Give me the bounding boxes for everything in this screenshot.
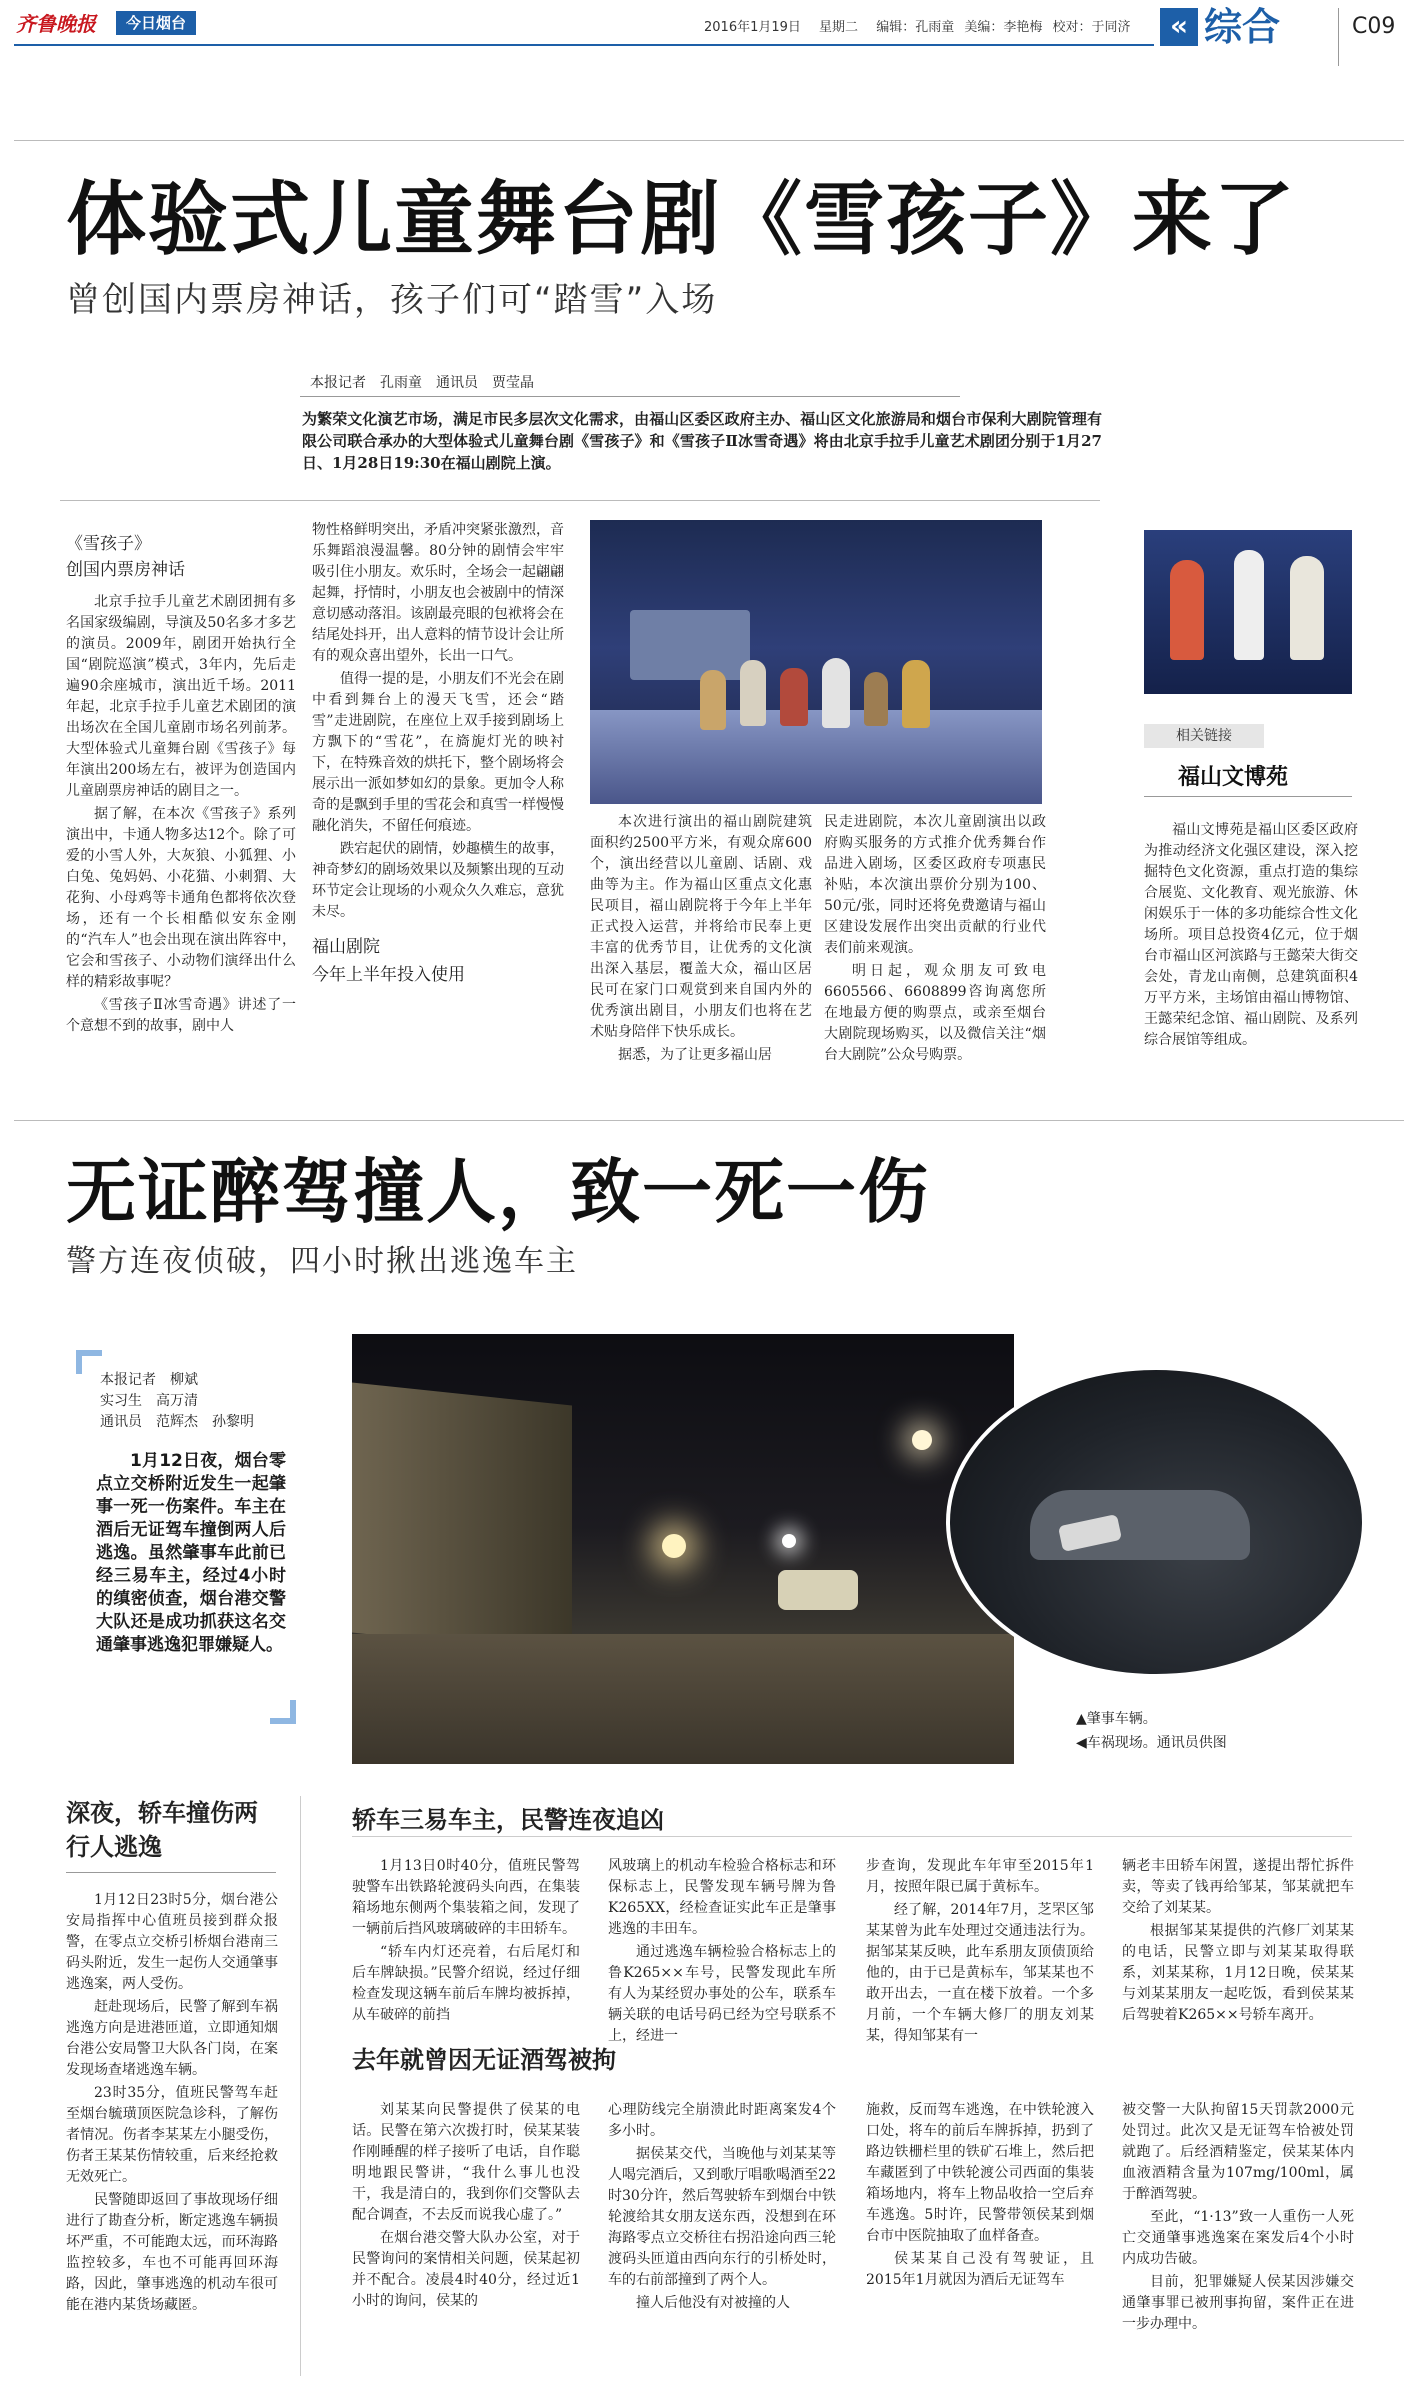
header-divider: [1338, 8, 1339, 66]
story2-sec2-col4: [1122, 1856, 1354, 2056]
paragraph: 物性格鲜明突出，矛盾冲突紧张激烈，音乐舞蹈浪漫温馨。80分钟的剧情会牢牢吸引住小朋友。欢乐时，全场会一起翩翩起舞，抒情时，小朋友也会被剧中的情深意切感动落泪。该剧最亮眼的包袱将会在结尾处抖开，出人意料的情节设计会让所有的观众喜出望外，长出一口气。: [312, 522, 564, 664]
lead-rule: [60, 500, 1100, 501]
costume-character: [700, 670, 726, 730]
costume-characters-photo: [1144, 530, 1352, 694]
story2-sec3-col3: [866, 2100, 1094, 2376]
paragraph: 根据邹某某提供的汽修厂刘某某的电话，民警立即与刘某某取得联系，刘某某称，1月12日晚，侯某某与刘某某朋友一起吃饭，看到侯某某后驾驶着K265××号轿车离开。: [1122, 1923, 1354, 2023]
paragraph: 民走进剧院，本次儿童剧演出以政府购买服务的方式推介优秀舞台作品进入剧场，区委区政府专项惠民补贴，本次演出票价分别为100、50元/张，同时还将免费邀请与福山区建设发展作出突出贡献的行业代表们前来观演。: [824, 814, 1046, 956]
paragraph: 辆老丰田轿车闲置，遂提出帮忙拆件卖，等卖了钱再给邹某，邹某就把车交给了刘某某。: [1122, 1858, 1354, 1916]
paragraph: 据侯某交代，当晚他与刘某某等人喝完酒后，又到歌厅唱歌喝酒至22时30分许，然后驾驶轿车到烟台中铁轮渡给其女朋友送东西，没想到在环海路零点立交桥往右拐沿途向西三轮渡码头匝道由西向东行的引桥处时，车的右前部撞到了两个人。: [608, 2146, 836, 2288]
paragraph: 通过逃逸车辆检验合格标志上的鲁K265××车号，民警发现此车所有人为某经贸办事处的公车，联系车辆关联的电话号码已经为空号联系不上，经进一: [608, 1944, 836, 2044]
paragraph: 风玻璃上的机动车检验合格标志和环保标志上，民警发现车辆号牌为鲁K265XX，经检查证实此车正是肇事逃逸的丰田车。: [608, 1858, 836, 1937]
page-number: C09: [1352, 14, 1396, 39]
photo-caption-car: ▲肇事车辆。: [1076, 1711, 1157, 1727]
top-rule: [14, 140, 1404, 141]
damaged-car-photo: [946, 1366, 1366, 1678]
costume-character: [1170, 560, 1204, 660]
story2-sec2-col1: [352, 1856, 580, 2032]
editor: 编辑：孔雨童: [876, 20, 955, 35]
category-label: 综合: [1204, 5, 1281, 49]
paragraph: 1月12日23时5分，烟台港公安局指挥中心值班员接到群众报警，在零点立交桥引桥烟台港南三码头附近，发生一起伤人交通肇事逃逸案，两人受伤。: [66, 1892, 278, 1992]
stage-performance-photo: [590, 520, 1042, 804]
story2-subhead: 警方连夜侦破，四小时揪出逃逸车主: [66, 1244, 578, 1279]
section-title-late-night: 深夜，轿车撞伤两行人逃逸: [66, 1799, 258, 1861]
story-divider: [14, 1120, 1404, 1121]
paragraph: 被交警一大队拘留15天罚款2000元处罚过。此次又是无证驾车恰被处罚就跑了。后经酒精鉴定，侯某某体内血液酒精含量为107mg/100ml，属于醉酒驾驶。: [1122, 2102, 1354, 2202]
crash-scene-photo: [352, 1334, 1014, 1764]
column-divider: [300, 1796, 301, 2376]
weekday: 星期二: [819, 20, 859, 35]
paragraph: 侯某某自己没有驾驶证，且2015年1月就因为酒后无证驾车: [866, 2251, 1094, 2288]
paragraph: 经了解，2014年7月，芝罘区邹某某曾为此车处理过交通违法行为。据邹某某反映，此车系朋友顶债顶给他的，由于已是黄标车，邹某某也不敢开出去，一直在楼下放着。一个多月前，一个车辆大修厂的朋友刘某某，得知邹某有一: [866, 1902, 1094, 2044]
story1-lead: 为繁荣文化演艺市场，满足市民多层次文化需求，由福山区委区政府主办、福山区文化旅游局和烟台市保利大剧院管理有限公司联合承办的大型体验式儿童舞台剧《雪孩子》和《雪孩子Ⅱ冰雪奇遇》将由北京手拉手儿童艺术剧团分别于1月27日、1月28日19:30在福山剧院上演。: [302, 410, 1102, 472]
masthead-logo: 齐鲁晚报: [16, 12, 96, 36]
subhead-snow-child: 《雪孩子》: [66, 534, 151, 554]
story1-column-2: [312, 520, 564, 1088]
subhead-box-office: 创国内票房神话: [66, 560, 185, 580]
paragraph: 1月13日0时40分，值班民警驾驶警车出铁路轮渡码头向西，在集装箱场地东侧两个集装箱之间，发现了一辆前后挡风玻璃破碎的丰田轿车。: [352, 1858, 580, 1937]
byline-line: 通讯员 范辉杰 孙黎明: [100, 1414, 254, 1430]
paragraph: 《雪孩子Ⅱ冰雪奇遇》讲述了一个意想不到的故事，剧中人: [66, 997, 296, 1034]
paragraph: 撞人后他没有对被撞的人: [636, 2295, 790, 2311]
story1-headline: 体验式儿童舞台剧《雪孩子》来了: [66, 173, 1296, 266]
paragraph: 本次进行演出的福山剧院建筑面积约2500平方米，有观众席600个，演出经营以儿童剧、话剧、戏曲等为主。作为福山区重点文化惠民项目，福山剧院将于今年上半年正式投入运营，并将给市民奉上更丰富的优秀节目，让优秀的文化演出深入基层，覆盖大众，福山区居民可在家门口观赏到来自国内外的优秀演出剧目，小朋友们也将在艺术贴身陪伴下快乐成长。: [590, 814, 812, 1040]
sidebar-body: 福山文博苑是福山区委区政府为推动经济文化强区建设，深入挖掘特色文化资源，重点打造的集综合展览、文化教育、观光旅游、休闲娱乐于一体的多功能综合性文化场所。项目总投资4亿元，位于烟台市福山区河滨路与王懿荣大街交会处，青龙山南侧，总建筑面积4万平方米，主场馆由福山博物馆、王懿荣纪念馆、福山剧院、及系列综合展馆等组成。: [1144, 822, 1358, 1048]
street-light: [912, 1430, 932, 1450]
paragraph: 在烟台港交警大队办公室，对于民警询问的案情相关问题，侯某起初并不配合。凌晨4时40分，经过近1小时的询问，侯某的: [352, 2230, 580, 2309]
story2-sec3-col1: [352, 2100, 580, 2376]
byline-rule: [300, 396, 960, 397]
byline-line: 本报记者 柳斌: [100, 1372, 198, 1388]
paragraph: 刘某某向民警提供了侯某的电话。民警在第六次拨打时，侯某某装作刚睡醒的样子接听了电话，自作聪明地跟民警讲，“我什么事儿也没干，我是清白的，我到你们交警队去配合调查，不去反而说我心虚了。”: [352, 2102, 580, 2223]
summary-bracket: [76, 1350, 102, 1374]
story2-sec3-col4: [1122, 2100, 1354, 2376]
paragraph: 至此，“1·13”致一人重伤一人死亡交通肇事逃逸案在案发后4个小时内成功告破。: [1122, 2209, 1354, 2267]
sidebar-title: 福山文博苑: [1178, 765, 1289, 790]
byline-line: 实习生 高万清: [100, 1393, 198, 1409]
paragraph: 23时35分，值班民警驾车赶至烟台毓璜顶医院急诊科，了解伤者情况。伤者李某某左小腿受伤，伤者王某某伤情较重，后来经抢救无效死亡。: [66, 2085, 278, 2185]
truck-cargo: [352, 1382, 572, 1655]
issue-date: 2016年1月19日: [704, 20, 801, 35]
paragraph: 心理防线完全崩溃此时距离案发4个多小时。: [608, 2102, 836, 2139]
costume-character: [1290, 556, 1324, 660]
stage-floor: [590, 710, 1042, 804]
road-surface: [352, 1634, 1014, 1764]
designer: 美编：李艳梅: [964, 20, 1043, 35]
costume-character: [902, 660, 930, 728]
section-rule: [66, 1872, 276, 1873]
costume-character: [1234, 550, 1264, 660]
section-rule: [352, 1836, 1352, 1837]
paragraph: 步查询，发现此车年审至2015年1月，按照年限已属于黄标车。: [866, 1858, 1094, 1895]
paragraph: 北京手拉手儿童艺术剧团拥有多名国家级编剧，导演及50名多才多艺的演员。2009年，剧团开始执行全国“剧院巡演”模式，3年内，先后走遍90余座城市，演出近千场。2011年起，北京手拉手儿童艺术剧团的演出场次在全国儿童剧市场名列前茅。大型体验式儿童舞台剧《雪孩子》每年演出200场左右，被评为创造国内儿童剧票房神话的剧目之一。: [66, 594, 296, 799]
story2-sec2-col3: [866, 1856, 1094, 2044]
related-link-tag: 相关链接: [1144, 724, 1264, 748]
summary-bracket: [270, 1700, 296, 1724]
subhead-open-this-year: 今年上半年投入使用: [312, 965, 465, 985]
paragraph: 据悉，为了让更多福山居: [618, 1047, 772, 1063]
story2-headline: 无证醉驾撞人，致一死一伤: [66, 1151, 930, 1233]
category-chevron-icon: «: [1160, 8, 1198, 46]
costume-character: [864, 672, 888, 726]
costume-character: [822, 658, 850, 728]
story1-byline: 本报记者 孔雨童 通讯员 贾莹晶: [310, 375, 534, 391]
costume-character: [740, 660, 766, 726]
story2-summary: 1月12日夜，烟台零点立交桥附近发生一起肇事一死一伤案件。车主在酒后无证驾车撞倒两人后逃逸。虽然肇事车此前已经三易车主，经过4小时的缜密侦查，烟台港交警大队还是成功抓获这名交通肇事逃逸犯罪嫌疑人。: [96, 1451, 286, 1655]
story1-column-3: [590, 812, 812, 1088]
paragraph: 值得一提的是，小朋友们不光会在剧中看到舞台上的漫天飞雪，还会“踏雪”走进剧院，在座位上双手接到剧场上方飘下的“雪花”，在旖旎灯光的映衬下，在特殊音效的烘托下，整个剧场将会展示出一派如梦如幻的景象。更加令人称奇的是飘到手里的雪花会和真雪一样慢慢融化消失，不留任何痕迹。: [312, 671, 564, 834]
story1-column-4: [824, 812, 1046, 1088]
paragraph: 民警随即返回了事故现场仔细进行了勘查分析，断定逃逸车辆损坏严重，不可能跑太远，而环海路监控较多，车也不可能再回环海路，因此，肇事逃逸的机动车很可能在港内某货场藏匿。: [66, 2192, 278, 2313]
story1-subhead: 曾创国内票房神话，孩子们可“踏雪”入场: [66, 280, 718, 320]
header-rule: [14, 44, 1154, 46]
paragraph: 据了解，在本次《雪孩子》系列演出中，卡通人物多达12个。除了可爱的小雪人外，大灰狼、小狐狸、小白兔、兔妈妈、小花猫、小刺猬、大花狗、小母鸡等卡通角色都将依次登场，还有一个长相酷似安东金刚的“汽车人”也会出现在演出阵容中，它会和雪孩子、小动物们演绎出什么样的精彩故事呢？: [66, 806, 296, 990]
paragraph: 赶赴现场后，民警了解到车祸逃逸方向是进港匝道，立即通知烟台港公安局警卫大队各门岗，在案发现场查堵逃逸车辆。: [66, 1999, 278, 2078]
paragraph: 跌宕起伏的剧情，妙趣横生的故事，神奇梦幻的剧场效果以及频繁出现的互动环节定会让现场的小观众久久难忘，意犹未尽。: [312, 841, 564, 920]
proofreader: 校对：于同济: [1052, 20, 1131, 35]
paragraph: 施救，反而驾车逃逸，在中铁轮渡入口处，将车的前后车牌拆掉，扔到了路边铁栅栏里的铁矿石堆上，然后把车藏匿到了中铁轮渡公司西面的集装箱场地内，将车上物品收拾一空后弃车逃逸。5时许，民警带领侯某到烟台市中医院抽取了血样备查。: [866, 2102, 1094, 2244]
story2-byline: [100, 1370, 254, 1433]
section-title-three-owners: 轿车三易车主，民警连夜追凶: [352, 1806, 664, 1834]
paragraph: 目前，犯罪嫌疑人侯某因涉嫌交通肇事罪已被刑事拘留，案件正在进一步办理中。: [1122, 2274, 1354, 2332]
section-title-prior-offense: 去年就曾因无证酒驾被拘: [352, 2046, 616, 2074]
costume-character: [780, 668, 808, 726]
story2-sec2-col2: [608, 1856, 836, 2044]
photo-caption-scene: ◀车祸现场。通讯员供图: [1076, 1735, 1227, 1751]
street-light: [782, 1534, 796, 1548]
subhead-fushan-theater: 福山剧院: [312, 937, 380, 957]
story1-column-1: [66, 532, 296, 1088]
stage-house-prop: [630, 610, 750, 680]
story2-sec3-col2: [608, 2100, 836, 2376]
paragraph: “轿车内灯还亮着，右后尾灯和后车牌缺损。”民警介绍说，经过仔细检查发现这辆车前后车牌均被拆掉，从车破碎的前挡: [352, 1944, 580, 2023]
police-car: [778, 1570, 858, 1610]
section-name: 今日烟台: [116, 11, 196, 35]
sidebar-rule: [1144, 796, 1352, 797]
story2-column-left: [66, 1890, 278, 2376]
header-meta: [704, 16, 1131, 35]
paragraph: 明日起，观众朋友可致电6605566、6608899咨询离您所在地最方便的购票点，或亲至烟台大剧院现场购买，以及微信关注“烟台大剧院”公众号购票。: [824, 963, 1046, 1063]
street-light: [662, 1534, 686, 1558]
